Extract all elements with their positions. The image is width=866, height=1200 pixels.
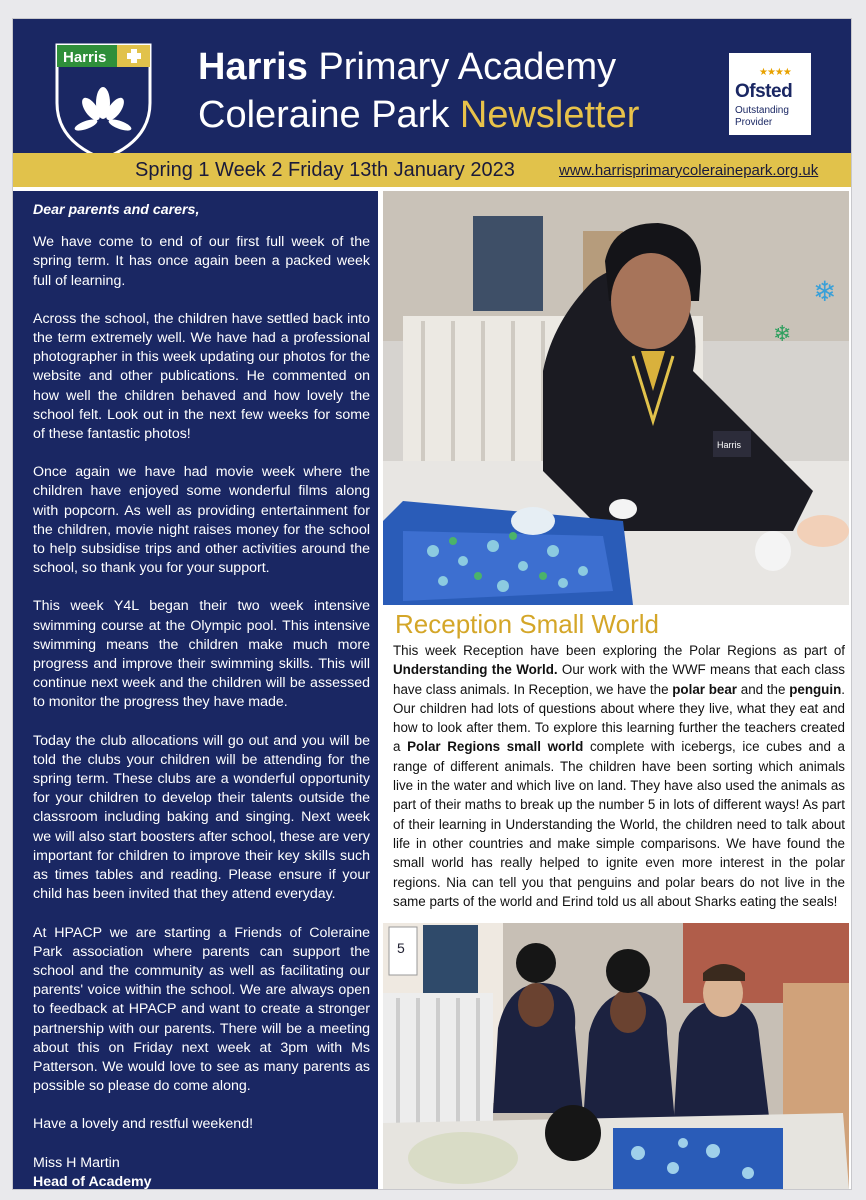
crest-text: Harris — [63, 49, 107, 66]
letter-greeting: Dear parents and carers, — [33, 202, 200, 218]
ofsted-line1: Outstanding — [735, 105, 789, 116]
letter-paragraph: Once again we have had movie week where the children have enjoyed some wonderful films along with popcorn. As well as providing entertainment for the children, movie night raises money for the school to help subsidise trips and other activities around the school, so thank you for your support. — [33, 464, 370, 577]
svg-text:5: 5 — [397, 940, 405, 956]
school-name-rest: Primary Academy — [307, 46, 617, 88]
subtitle-plain: Coleraine Park — [198, 94, 460, 136]
letter-paragraph: We have come to end of our first full week of the spring term. It has once again been a packed week full of learning. — [33, 234, 370, 289]
ofsted-stars-icon: ★★★★ — [759, 67, 791, 78]
svg-text:Harris: Harris — [717, 440, 741, 450]
letter-paragraph: Have a lovely and restful weekend! — [33, 1116, 254, 1133]
subtitle-gold: Newsletter — [459, 94, 640, 136]
date-banner — [13, 153, 851, 187]
reception-article — [383, 605, 849, 923]
signature-name: Miss H Martin — [33, 1154, 120, 1171]
photo-children-small-world — [383, 923, 849, 1189]
snowflake-icon: ❄ — [773, 321, 792, 346]
article-body: This week Reception have been exploring the Polar Regions as part of Understanding the World. Our work with the WWF means that each class have class animals. In Reception, we have the polar bear and the penguin. Our children had lots of questions about where they live, what they eat and how to look after them. To explore this learning further the teachers created a Polar Regions small world complete with icebergs, ice cubes and a range of different animals. The children have been sorting which animals live in the water and which live on land. They have also used the animals as part of their maths to break up the number 5 in lots of different ways! As part of their learning in Understanding the World, the children need to talk about life in other countries and make simple comparisons. We have found the small world has really helped to ignite even more interest in the polar regions. Nia can tell you that penguins and polar bears do not live in the same parts of the world and Erind told us all about Sharks eating the seals! — [393, 643, 845, 909]
letter-paragraph: At HPACP we are starting a Friends of Coleraine Park association where parents can support the school and the community as well as facilitating our parents' voice within the school. We are always open to feedback at HPACP and want to create a stronger partnership with our parents. There will be a meeting about this on Friday next week at 3pm with Ms Patterson. We would love to see as many parents as possible so please do come along. — [33, 924, 370, 1095]
issue-date: Spring 1 Week 2 Friday 13th January 2023 — [135, 159, 515, 181]
head-letter — [13, 191, 378, 1189]
article-heading: Reception Small World — [395, 609, 659, 639]
ofsted-name: Ofsted — [735, 81, 793, 102]
signature-role: Head of Academy — [33, 1173, 152, 1190]
header — [13, 19, 851, 153]
letter-paragraph: Today the club allocations will go out and you will be told the clubs your children will be attending for the spring term. These clubs are a wonderful opportunity for your children to develop their talents outside the classroom including baking and singing. Next week we will also start boosters after school, these are very important for children to improve their key skills such as times tables and reading. Please ensure if your child has been invited that they attend everyday. — [33, 732, 370, 903]
ofsted-badge — [726, 50, 814, 138]
newsletter-title — [198, 95, 639, 135]
school-name — [198, 47, 616, 87]
newsletter-page — [12, 18, 852, 1190]
snowflake-icon: ❄ — [813, 276, 837, 307]
website-link[interactable]: www.harrisprimarycolerainepark.org.uk — [559, 162, 819, 179]
photo-child-polar-tray — [383, 191, 849, 605]
ofsted-rating — [735, 105, 789, 129]
harris-crest-logo — [51, 41, 156, 161]
ofsted-line2: Provider — [735, 117, 773, 128]
letter-paragraph: This week Y4L began their two week intensive swimming course at the Olympic pool. This intensive swimming means the children make much more progress and improve their swimming skills. This will continue next week and the children will be assessed to monitor the progress they have made. — [33, 598, 370, 711]
letter-paragraph: Across the school, the children have settled back into the term extremely well. We have had a professional photographer in this week updating our photos for the website and other publications. He commented on how well the children behaved and how lovely the school felt. Look out in the next few weeks for some of these fantastic photos! — [33, 310, 370, 443]
school-name-bold: Harris — [198, 46, 308, 88]
